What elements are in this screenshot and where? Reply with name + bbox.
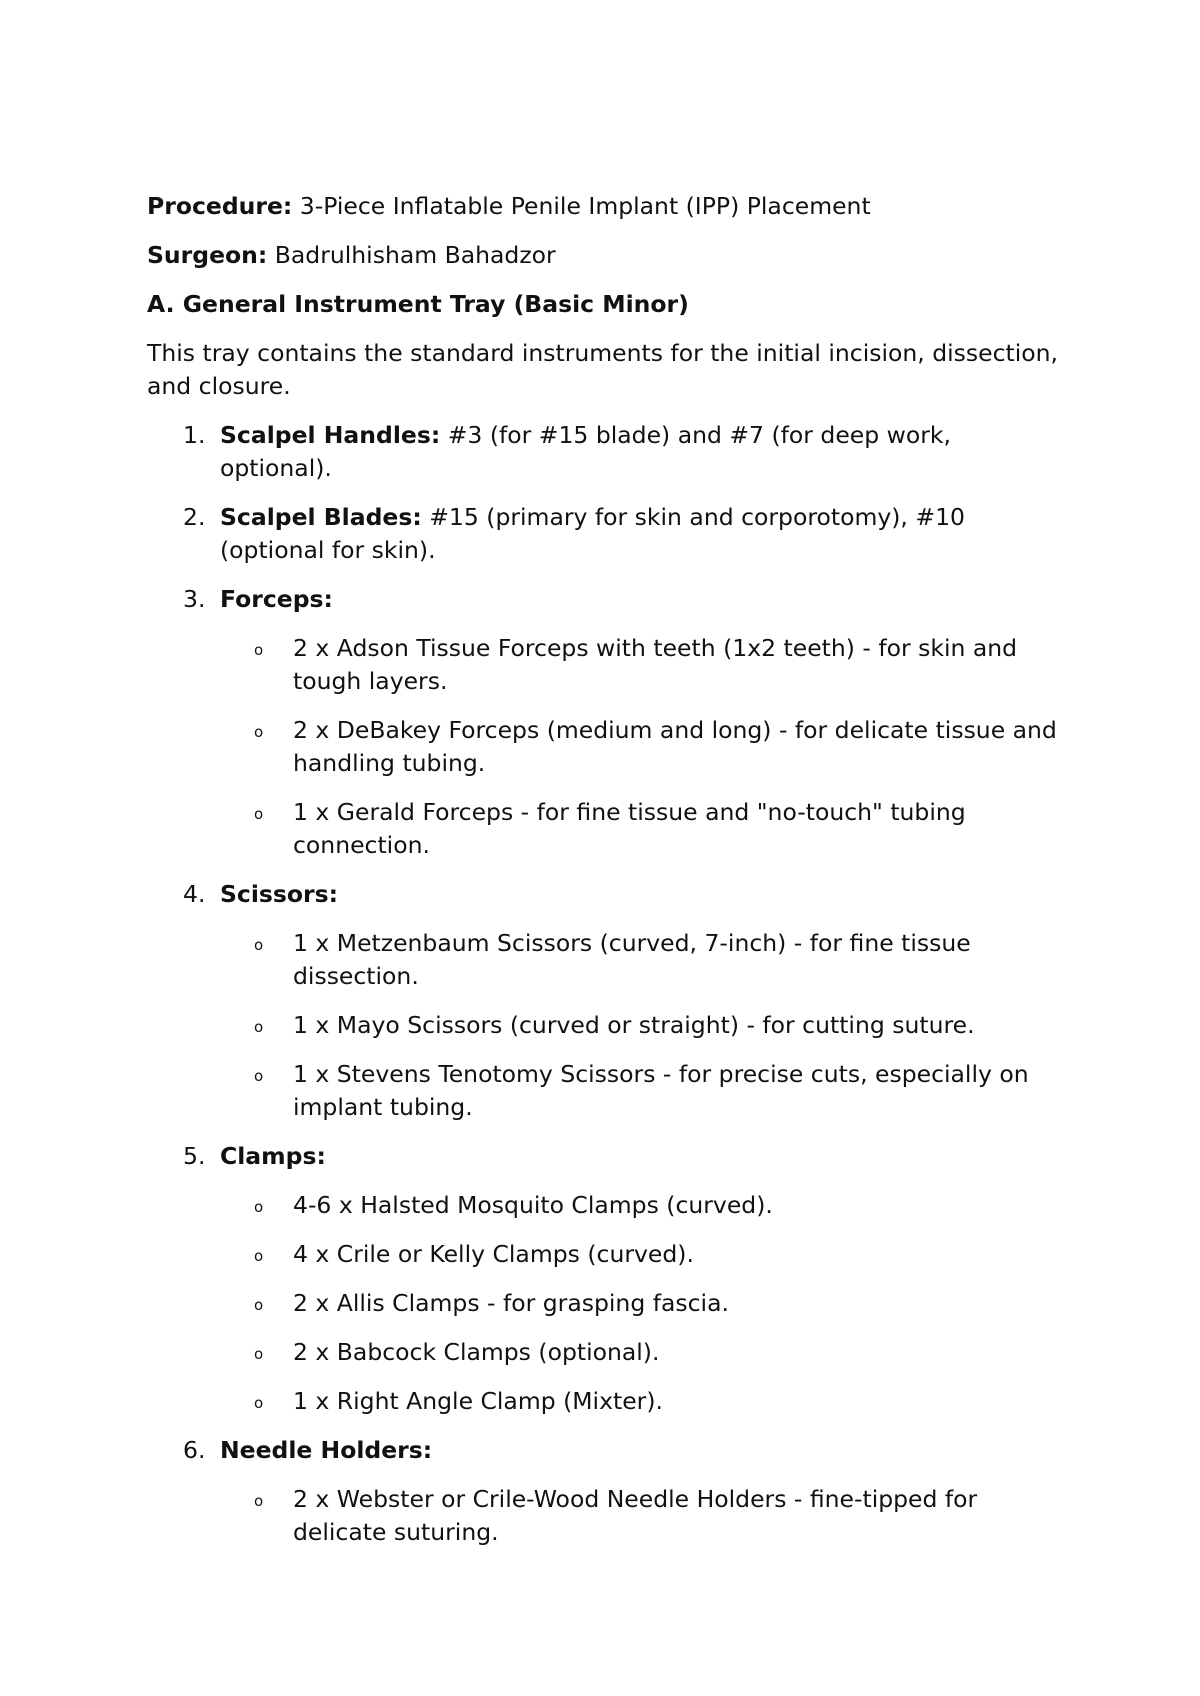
sub-list bbox=[220, 1189, 1070, 1418]
bullet-icon: o bbox=[254, 723, 264, 741]
item-number: 6. bbox=[183, 1436, 206, 1464]
item-text: #3 (for #15 blade) and #7 (for deep work, optional). bbox=[220, 421, 951, 482]
sub-list bbox=[220, 632, 1070, 862]
bullet-icon: o bbox=[254, 936, 264, 954]
sub-list-item: o 1 x Metzenbaum Scissors (curved, 7-inch) - for fine tissue dissection. bbox=[254, 929, 971, 990]
bullet-icon: o bbox=[254, 1018, 264, 1036]
sub-list-item: o 4-6 x Halsted Mosquito Clamps (curved). bbox=[220, 1189, 1070, 1222]
instrument-list bbox=[147, 419, 1070, 1549]
bullet-icon: o bbox=[254, 1492, 264, 1510]
surgeon-value: Badrulhisham Bahadzor bbox=[267, 241, 556, 269]
list-item bbox=[147, 1434, 1070, 1549]
list-item bbox=[147, 878, 1070, 1124]
procedure-line bbox=[147, 190, 1070, 223]
item-number: 4. bbox=[183, 880, 206, 908]
bullet-icon: o bbox=[254, 1394, 264, 1412]
sub-list-item: o 4 x Crile or Kelly Clamps (curved). bbox=[220, 1238, 1070, 1271]
item-title: Needle Holders: bbox=[220, 1436, 433, 1464]
list-item bbox=[147, 501, 1070, 567]
sub-list bbox=[220, 1483, 1070, 1549]
sub-list-item: o 1 x Mayo Scissors (curved or straight) - for cutting suture. bbox=[220, 1009, 1070, 1042]
sub-list-item: o 1 x Right Angle Clamp (Mixter). bbox=[220, 1385, 1070, 1418]
procedure-label: Procedure: bbox=[147, 192, 293, 220]
sub-list-item: o 2 x DeBakey Forceps (medium and long) - for delicate tissue and handling tubing. bbox=[254, 716, 1057, 777]
item-number: 1. bbox=[183, 421, 206, 449]
bullet-icon: o bbox=[254, 1247, 264, 1265]
bullet-icon: o bbox=[254, 1345, 264, 1363]
sub-list-item: o 1 x Stevens Tenotomy Scissors - for precise cuts, especially on implant tubing. bbox=[254, 1060, 1029, 1121]
bullet-icon: o bbox=[254, 805, 264, 823]
section-heading: A. General Instrument Tray (Basic Minor) bbox=[147, 290, 689, 318]
section-intro: This tray contains the standard instruments for the initial incision, dissection, and closure. bbox=[147, 339, 1059, 400]
sub-list bbox=[220, 927, 1070, 1124]
item-number: 5. bbox=[183, 1142, 206, 1170]
item-number: 3. bbox=[183, 585, 206, 613]
surgeon-line bbox=[147, 239, 1070, 272]
surgeon-label: Surgeon: bbox=[147, 241, 268, 269]
item-title: Scalpel Handles: bbox=[220, 421, 441, 449]
item-title: Scalpel Blades: bbox=[220, 503, 422, 531]
sub-list-item: o 2 x Babcock Clamps (optional). bbox=[220, 1336, 1070, 1369]
bullet-icon: o bbox=[254, 641, 264, 659]
item-title: Scissors: bbox=[220, 880, 339, 908]
item-title: Clamps: bbox=[220, 1142, 326, 1170]
sub-list-item: o 1 x Gerald Forceps - for fine tissue and "no-touch" tubing connection. bbox=[254, 798, 966, 859]
bullet-icon: o bbox=[254, 1067, 264, 1085]
list-item bbox=[147, 419, 1070, 485]
sub-list-item: o 2 x Adson Tissue Forceps with teeth (1x2 teeth) - for skin and tough layers. bbox=[254, 634, 1018, 695]
sub-list-item: o 2 x Webster or Crile-Wood Needle Holders - fine-tipped for delicate suturing. bbox=[254, 1485, 978, 1546]
item-number: 2. bbox=[183, 503, 206, 531]
item-text: #15 (primary for skin and corporotomy), #10 (optional for skin). bbox=[220, 503, 965, 564]
item-title: Forceps: bbox=[220, 585, 333, 613]
procedure-value: 3-Piece Inflatable Penile Implant (IPP) Placement bbox=[292, 192, 871, 220]
bullet-icon: o bbox=[254, 1198, 264, 1216]
sub-list-item: o 2 x Allis Clamps - for grasping fascia. bbox=[220, 1287, 1070, 1320]
bullet-icon: o bbox=[254, 1296, 264, 1314]
list-item bbox=[147, 1140, 1070, 1418]
list-item bbox=[147, 583, 1070, 862]
